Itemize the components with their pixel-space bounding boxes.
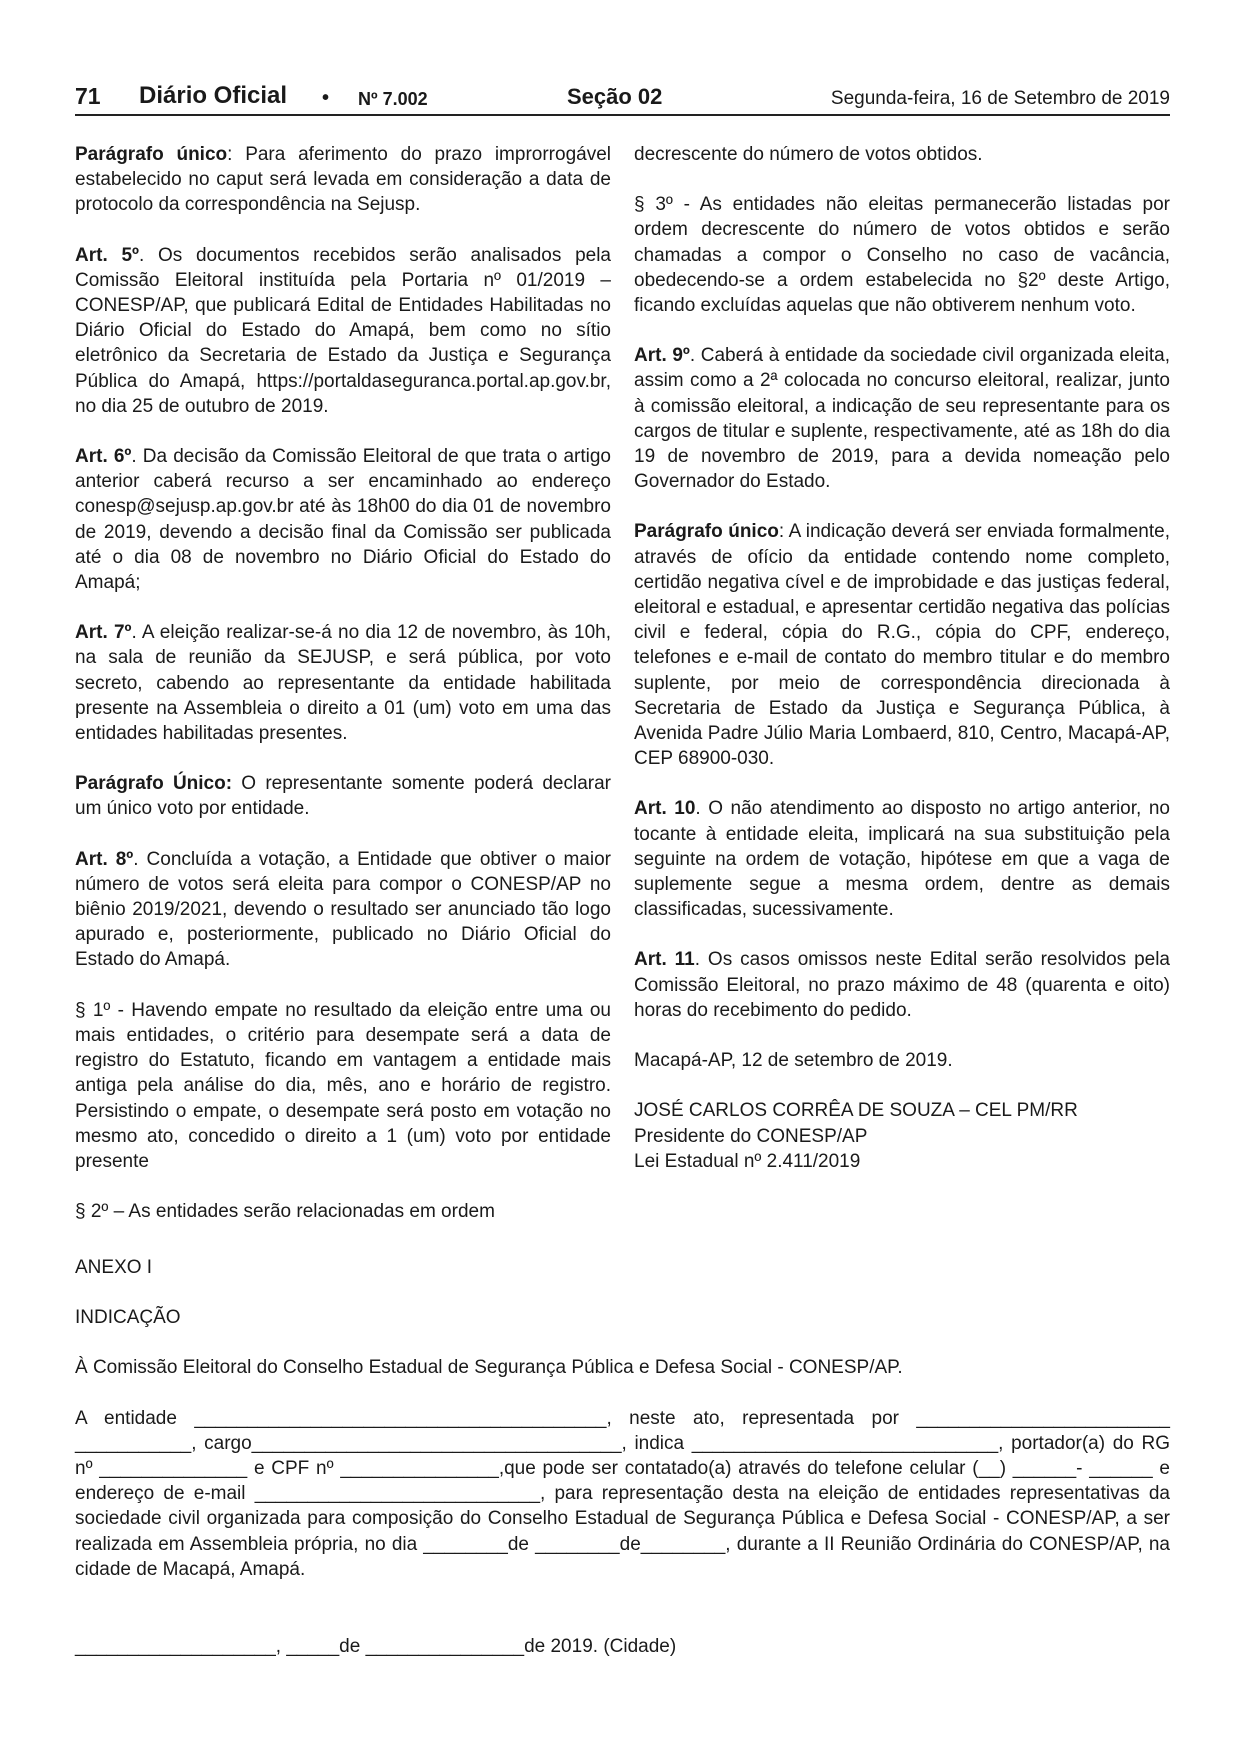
section-label: Seção 02 <box>567 84 663 109</box>
signature-name: JOSÉ CARLOS CORRÊA DE SOUZA – CEL PM/RR <box>634 1100 1078 1122</box>
paragraph-unico-1 <box>75 142 611 218</box>
article-label: Art. 11 <box>634 949 695 971</box>
annex-title: ANEXO I <box>75 1257 153 1278</box>
issue-number: Nº 7.002 <box>358 89 428 109</box>
header-bullet: • <box>322 87 330 109</box>
article-text: . A eleição realizar-se-á no dia 12 de novembro, às 10h, na sala de reunião da SEJUSP, e será pública, por voto secreto, cabendo ao representante da entidade habilitada presente na Assembleia o direito a 01 (um) voto em uma das entidades habilitadas presentes. <box>75 622 611 745</box>
article-text: . Caberá à entidade da sociedade civil organizada eleita, assim como a 2ª colocada no concurso eleitoral, realizar, junto à comissão eleitoral, a indicação de seu representante para os cargos de titular e suplente, respectivamente, até as 18h do dia 19 de novembro de 2019, para a devida nomeação pelo Governador do Estado. <box>634 345 1170 493</box>
left-column <box>75 142 611 1249</box>
section-1: § 1º - Havendo empate no resultado da eleição entre uma ou mais entidades, o critério para desempate será a data de registro do Estatuto, ficando em vantagem a entidade mais antiga pela análise do dia, mês, ano e horário de registro. Persistindo o empate, o desempate será posto em votação no mesmo ato, concedido o direito a 1 (um) voto por entidade presente <box>75 999 611 1172</box>
article-8 <box>75 847 611 973</box>
paragraph-text: : Para aferimento do prazo improrrogável estabelecido no caput será levada em consideração a data de protocolo da correspondência na Sejusp. <box>75 144 611 216</box>
annex-footer-line: ___________________, _____de _______________de 2019. (Cidade) <box>75 1636 677 1658</box>
page-number: 71 <box>75 83 101 109</box>
paragraph-text: : A indicação deverá ser enviada formalmente, através de ofício da entidade contendo nome completo, certidão negativa cível e de improbidade e das justiças federal, eleitoral e estadual, e apresentar certidão negativa das polícias civil e federal, cópia do R.G., cópia do CPF, endereço, telefones e e-mail de contato do membro titular e do membro suplente, por meio de correspondência direcionada à Secretaria de Estado da Justiça e Segurança Pública, à Avenida Padre Júlio Maria Lombaerd, 810, Centro, Macapá-AP, CEP 68900-030. <box>634 521 1170 770</box>
section-2-continued: decrescente do número de votos obtidos. <box>634 144 983 165</box>
article-label: Art. 6º <box>75 446 132 468</box>
publication-title: Diário Oficial <box>139 82 288 109</box>
publication-date: Segunda-feira, 16 de Setembro de 2019 <box>830 88 1170 109</box>
paragraph-text: O representante somente poderá declarar um único voto por entidade. <box>75 773 611 820</box>
article-text: . Concluída a votação, a Entidade que obtiver o maior número de votos será eleita para compor o CONESP/AP no biênio 2019/2021, devendo o resultado ser anunciado tão logo apurado e, posteriormente, publicado no Diário Oficial do Estado do Amapá. <box>75 848 611 971</box>
section-3: § 3º - As entidades não eleitas permanecerão listadas por ordem decrescente do número de votos obtidos e serão chamadas a compor o Conselho no caso de vacância, obedecendo-se a ordem estabelecida no §2º deste Artigo, ficando excluídas aquelas que não obtiverem nenhum voto. <box>634 194 1170 317</box>
article-7 <box>75 620 611 746</box>
section-2: § 2º – As entidades serão relacionadas em ordem <box>75 1201 495 1223</box>
place-date: Macapá-AP, 12 de setembro de 2019. <box>634 1050 953 1072</box>
page-header <box>75 80 1170 116</box>
article-10 <box>634 796 1170 922</box>
article-text: . O não atendimento ao disposto no artigo anterior, no tocante à entidade eleita, implicará na sua substituição pela seguinte na ordem de votação, hipótese em que a vaga de suplemente segue a mesma ordem, dentre as demais classificadas, sucessivamente. <box>634 798 1170 921</box>
article-6 <box>75 444 611 595</box>
article-label: Art. 8º <box>75 848 134 870</box>
article-label: Art. 10 <box>634 798 696 820</box>
signature-law: Lei Estadual nº 2.411/2019 <box>634 1150 861 1172</box>
article-9 <box>634 343 1170 494</box>
signature-role: Presidente do CONESP/AP <box>634 1125 868 1147</box>
right-column <box>634 142 1170 1174</box>
paragraph-label: Parágrafo Único: <box>75 773 233 795</box>
article-text: . Os documentos recebidos serão analisados pela Comissão Eleitoral instituída pela Portaria nº 01/2019 – CONESP/AP, que publicará Edital de Entidades Habilitadas no Diário Oficial do Estado do Amapá, bem como no sítio eletrônico da Secretaria de Estado da Justiça e Segurança Pública do Amapá, https://portaldaseguranca.portal.ap.gov.br, no dia 25 de outubro de 2019. <box>75 244 611 417</box>
paragraph-unico-2 <box>75 771 611 821</box>
article-text: . Da decisão da Comissão Eleitoral de que trata o artigo anterior caberá recurso a ser encaminhado ao endereço conesp@sejusp.ap.gov.br até às 18h00 do dia 01 de novembro de 2019, devendo a decisão final da Comissão ser publicada até o dia 08 de novembro no Diário Oficial do Estado do Amapá; <box>75 446 611 594</box>
article-label: Art. 7º <box>75 622 132 644</box>
annex-section <box>75 1255 1170 1684</box>
article-label: Art. 9º <box>634 345 690 367</box>
paragraph-label: Parágrafo único <box>634 521 779 543</box>
annex-form-body: A entidade _______________________________________, neste ato, representada por ________________________ ___________, cargo___________________________________, indica _____________________________, portador(a) do RG nº ______________ e CPF nº _______________,que pode ser contatado(a) através do telefone celular (__) ______- ______ e endereço de e-mail ___________________________, para representação desta na eleição de entidades representativas da sociedade civil organizada para composição do Conselho Estadual de Segurança Pública e Defesa Social - CONESP/AP, a ser realizada em Assembleia própria, no dia ________de ________de________, durante a II Reunião Ordinária do CONESP/AP, na cidade de Macapá, Amapá. <box>75 1407 1170 1580</box>
article-label: Art. 5º <box>75 244 139 266</box>
article-11 <box>634 947 1170 1023</box>
article-5 <box>75 243 611 419</box>
annex-addressee: À Comissão Eleitoral do Conselho Estadual de Segurança Pública e Defesa Social - CONESP/AP. <box>75 1357 903 1379</box>
annex-subtitle: INDICAÇÃO <box>75 1307 181 1329</box>
paragraph-unico-3 <box>634 519 1170 771</box>
article-text: . Os casos omissos neste Edital serão resolvidos pela Comissão Eleitoral, no prazo máximo de 48 (quarenta e oito) horas do recebimento do pedido. <box>634 949 1170 1021</box>
paragraph-label: Parágrafo único <box>75 144 228 165</box>
